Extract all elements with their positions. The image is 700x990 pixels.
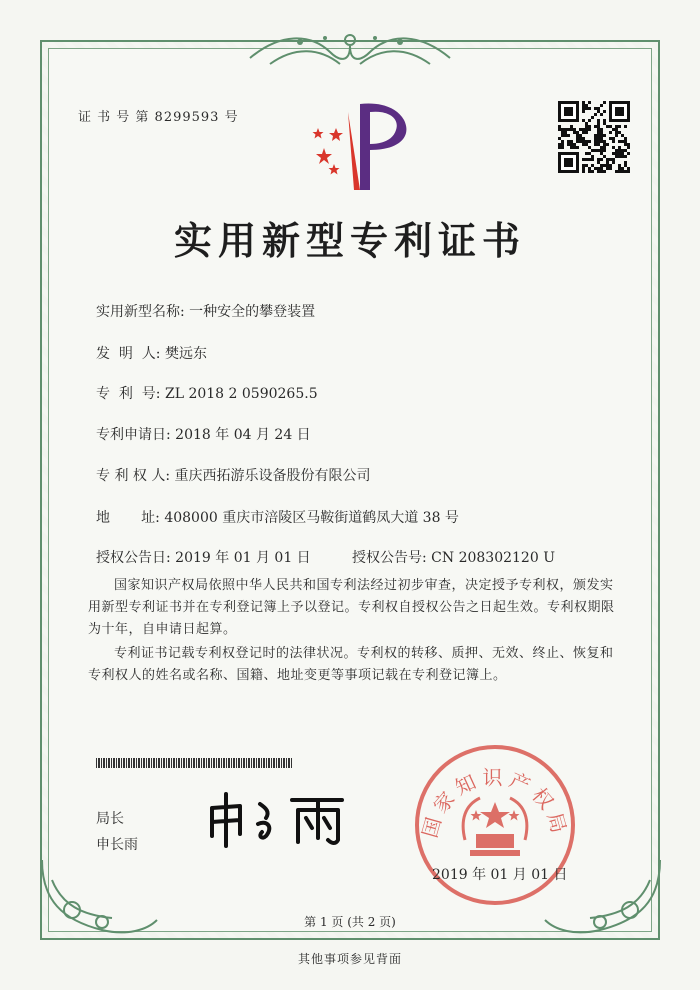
handwritten-signature — [200, 790, 360, 850]
grant-number-row — [352, 547, 555, 567]
address-label: 地 址: — [96, 510, 160, 526]
qr-code — [558, 101, 630, 173]
certificate-number-suffix: 号 — [224, 110, 239, 125]
seal-date: 2019 年 01 月 01 日 — [432, 867, 568, 883]
certificate-number-label: 证 书 号 第 — [78, 110, 150, 125]
official-seal — [410, 740, 580, 910]
cnipa-logo-icon — [308, 98, 418, 198]
address-value: 408000 重庆市涪陵区马鞍街道鹤凤大道 38 号 — [164, 510, 459, 526]
certificate-number — [78, 106, 239, 125]
certificate-title: 实用新型专利证书 — [173, 218, 526, 263]
page-indicator: 第 1 页 (共 2 页) — [304, 915, 396, 929]
seal-text: 国家知识产权局 — [417, 765, 573, 841]
grant-statement-paragraph: 国家知识产权局依照中华人民共和国专利法经过初步审查，决定授予专利权，颁发实用新型专利证书并在专利登记簿上予以登记。专利权自授权公告之日起生效。专利权期限为十年，自申请日起算。 — [88, 578, 615, 637]
grant-number-value: CN 208302120 U — [431, 550, 555, 566]
patent-number-row — [96, 383, 318, 403]
barcode — [96, 758, 292, 768]
utility-model-name-label: 实用新型名称: — [96, 304, 185, 320]
grant-date-label: 授权公告日: — [96, 550, 171, 566]
patentee-label: 专 利 权 人: — [96, 468, 171, 484]
certificate-number-value: 8299593 — [154, 110, 220, 125]
patent-number-value: ZL 2018 2 0590265.5 — [164, 386, 318, 402]
grant-date-value: 2019 年 01 月 01 日 — [175, 550, 311, 566]
grant-date-row — [96, 547, 311, 567]
utility-model-name-row — [96, 301, 315, 321]
signer-title: 局长 — [96, 811, 124, 827]
footer-note: 其他事项参见背面 — [297, 952, 402, 966]
inventor-value: 樊远东 — [164, 346, 207, 362]
patentee-row — [96, 465, 371, 485]
filing-date-value: 2018 年 04 月 24 日 — [175, 427, 311, 443]
signer-name: 申长雨 — [96, 837, 138, 853]
top-ornament — [240, 28, 460, 74]
filing-date-row — [96, 424, 311, 444]
legal-status-paragraph: 专利证书记载专利权登记时的法律状况。专利权的转移、质押、无效、终止、恢复和专利权人的姓名或名称、国籍、地址变更等事项记载在专利登记簿上。 — [88, 646, 614, 683]
patentee-value: 重庆西拓游乐设备股份有限公司 — [174, 468, 371, 484]
filing-date-label: 专利申请日: — [96, 427, 171, 443]
inventor-label: 发 明 人: — [96, 346, 161, 362]
grant-number-label: 授权公告号: — [352, 550, 427, 566]
inventor-row — [96, 343, 207, 363]
address-row — [96, 507, 459, 527]
utility-model-name-value: 一种安全的攀登装置 — [189, 304, 316, 320]
patent-number-label: 专 利 号: — [96, 386, 161, 402]
